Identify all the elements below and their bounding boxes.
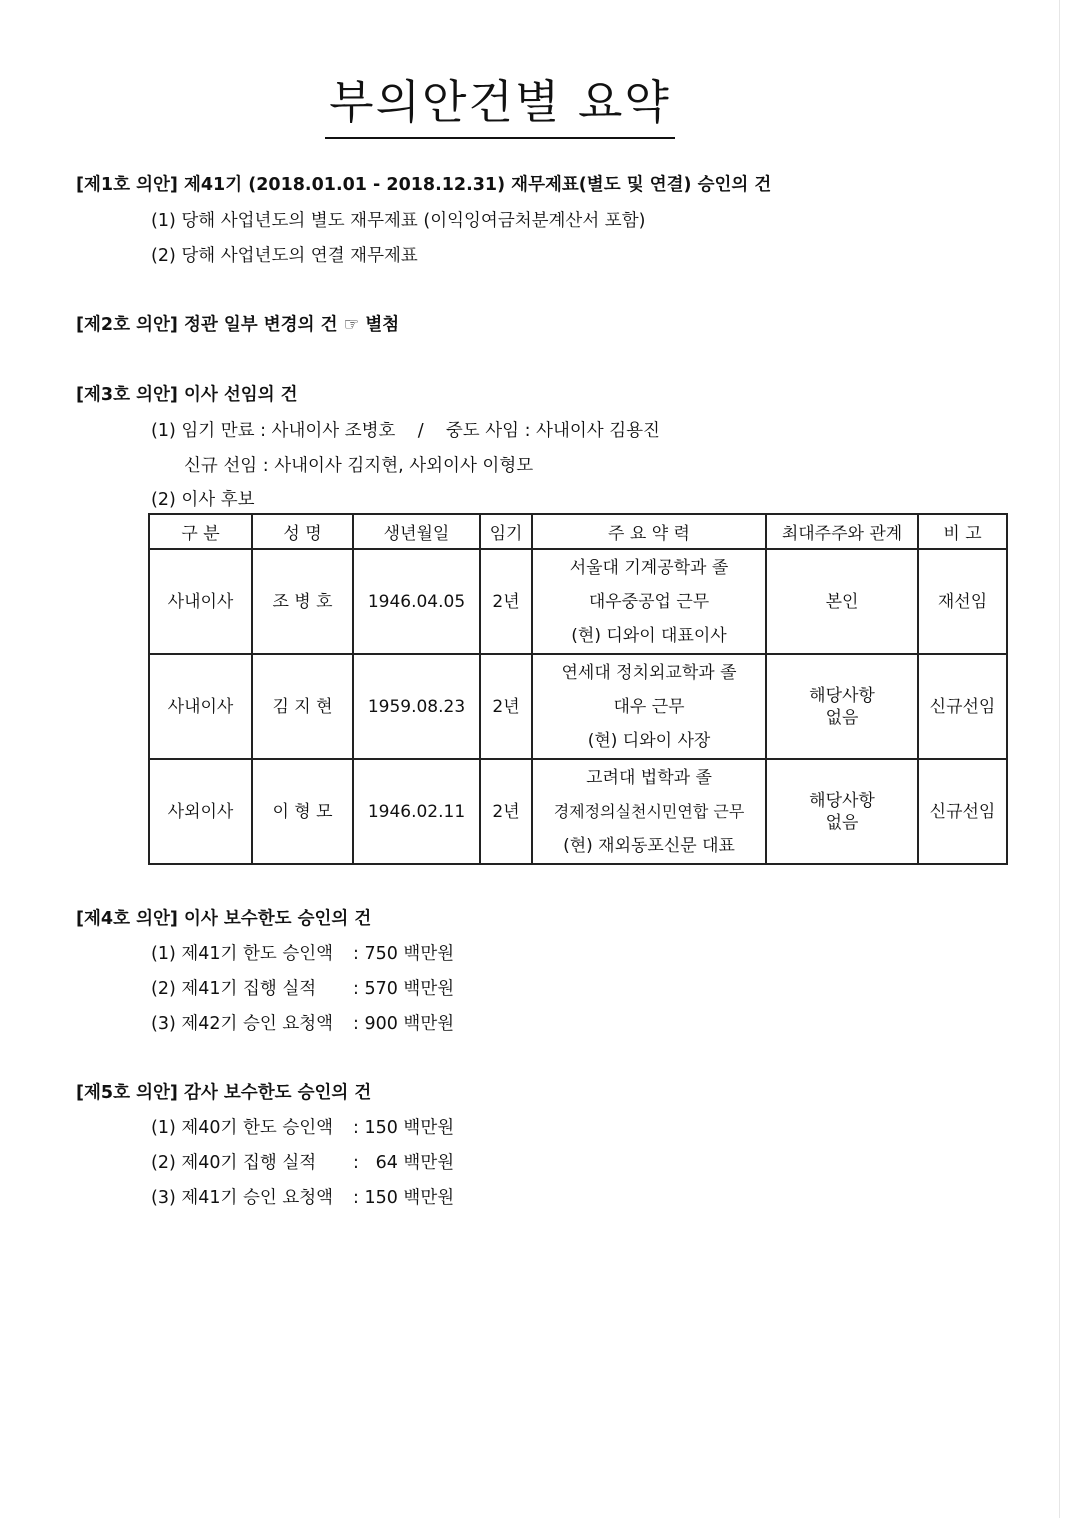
relation-line: 해당사항	[809, 685, 875, 706]
cell-birth: 1946.02.11	[353, 759, 480, 864]
cell-type: 사내이사	[149, 549, 252, 654]
cell-name: 조 병 호	[252, 549, 353, 654]
agenda4-item-3-value: : 900 백만원	[353, 1014, 455, 1034]
document-title: 부의안건별 요약	[325, 75, 675, 139]
career-line: 연세대 정치외교학과 졸	[561, 662, 737, 683]
cell-note: 재선임	[918, 549, 1007, 654]
table-row	[149, 549, 1007, 654]
agenda4-item-2	[151, 975, 454, 1000]
agenda3-heading: [제3호 의안] 이사 선임의 건	[76, 385, 298, 405]
header-career: 주 요 약 력	[532, 514, 766, 549]
cell-birth: 1946.04.05	[353, 549, 480, 654]
agenda1-heading: [제1호 의안] 제41기 (2018.01.01 - 2018.12.31) 재무제표(별도 및 연결) 승인의 건	[76, 175, 772, 195]
document-title-wrap	[0, 66, 1000, 132]
agenda5-item-3-label: (3) 제41기 승인 요청액	[151, 1188, 334, 1208]
relation-line: 없음	[825, 707, 859, 728]
agenda2-heading: [제2호 의안] 정관 일부 변경의 건 ☞ 별첨	[76, 315, 400, 335]
career-line: 경제정의실천시민연합 근무	[553, 801, 745, 821]
career-line: 고려대 법학과 졸	[586, 767, 712, 788]
career-line: (현) 디와이 사장	[587, 730, 711, 751]
cell-career	[532, 549, 766, 654]
cell-term: 2년	[480, 759, 532, 864]
table-row	[149, 654, 1007, 759]
agenda4-item-1-label: (1) 제41기 한도 승인액	[151, 944, 334, 964]
page-edge-line	[1059, 0, 1060, 1518]
cell-name: 김 지 현	[252, 654, 353, 759]
agenda5-item-2-value: : 64 백만원	[353, 1153, 455, 1173]
relation-line: 없음	[825, 812, 859, 833]
table-header-row	[149, 514, 1007, 549]
relation-line: 해당사항	[809, 790, 875, 811]
agenda4-item-1	[151, 940, 454, 965]
career-line: 대우 근무	[613, 696, 685, 717]
agenda4-item-3	[151, 1010, 454, 1035]
agenda5-item-1	[151, 1114, 454, 1139]
agenda1-item-2: (2) 당해 사업년도의 연결 재무제표	[151, 246, 418, 266]
cell-name: 이 형 모	[252, 759, 353, 864]
career-line: (현) 재외동포신문 대표	[563, 835, 735, 856]
header-type: 구 분	[149, 514, 252, 549]
cell-birth: 1959.08.23	[353, 654, 480, 759]
agenda5-item-3-value: : 150 백만원	[353, 1188, 455, 1208]
cell-term: 2년	[480, 549, 532, 654]
agenda3-item-1-cont: 신규 선임 : 사내이사 김지현, 사외이사 이형모	[184, 456, 534, 476]
cell-term: 2년	[480, 654, 532, 759]
agenda4-item-2-label: (2) 제41기 집행 실적	[151, 979, 317, 999]
agenda3-item-2: (2) 이사 후보	[151, 490, 255, 510]
header-relation: 최대주주와 관계	[766, 514, 918, 549]
cell-note: 신규선임	[918, 759, 1007, 864]
cell-type: 사내이사	[149, 654, 252, 759]
cell-type: 사외이사	[149, 759, 252, 864]
cell-relation	[766, 549, 918, 654]
agenda5-item-1-label: (1) 제40기 한도 승인액	[151, 1118, 334, 1138]
agenda5-item-3	[151, 1184, 454, 1209]
cell-relation	[766, 759, 918, 864]
career-line: 대우중공업 근무	[588, 591, 710, 612]
header-birth: 생년월일	[353, 514, 480, 549]
agenda5-item-2	[151, 1149, 454, 1174]
agenda4-item-3-label: (3) 제42기 승인 요청액	[151, 1014, 334, 1034]
career-line: 서울대 기계공학과 졸	[569, 557, 729, 578]
header-term: 임기	[480, 514, 532, 549]
agenda4-item-2-value: : 570 백만원	[353, 979, 455, 999]
agenda3-item-1: (1) 임기 만료 : 사내이사 조병호 / 중도 사임 : 사내이사 김용진	[151, 421, 660, 441]
cell-career	[532, 654, 766, 759]
table-row	[149, 759, 1007, 864]
header-note: 비 고	[918, 514, 1007, 549]
director-candidates-table	[148, 513, 1008, 865]
agenda4-item-1-value: : 750 백만원	[353, 944, 455, 964]
agenda1-item-1: (1) 당해 사업년도의 별도 재무제표 (이익잉여금처분계산서 포함)	[151, 211, 646, 231]
agenda4-heading: [제4호 의안] 이사 보수한도 승인의 건	[76, 909, 372, 929]
cell-note: 신규선임	[918, 654, 1007, 759]
agenda5-item-1-value: : 150 백만원	[353, 1118, 455, 1138]
relation-line: 본인	[825, 591, 859, 612]
header-name: 성 명	[252, 514, 353, 549]
career-line: (현) 디와이 대표이사	[571, 625, 727, 646]
agenda5-heading: [제5호 의안] 감사 보수한도 승인의 건	[76, 1083, 372, 1103]
cell-relation	[766, 654, 918, 759]
cell-career	[532, 759, 766, 864]
agenda5-item-2-label: (2) 제40기 집행 실적	[151, 1153, 317, 1173]
